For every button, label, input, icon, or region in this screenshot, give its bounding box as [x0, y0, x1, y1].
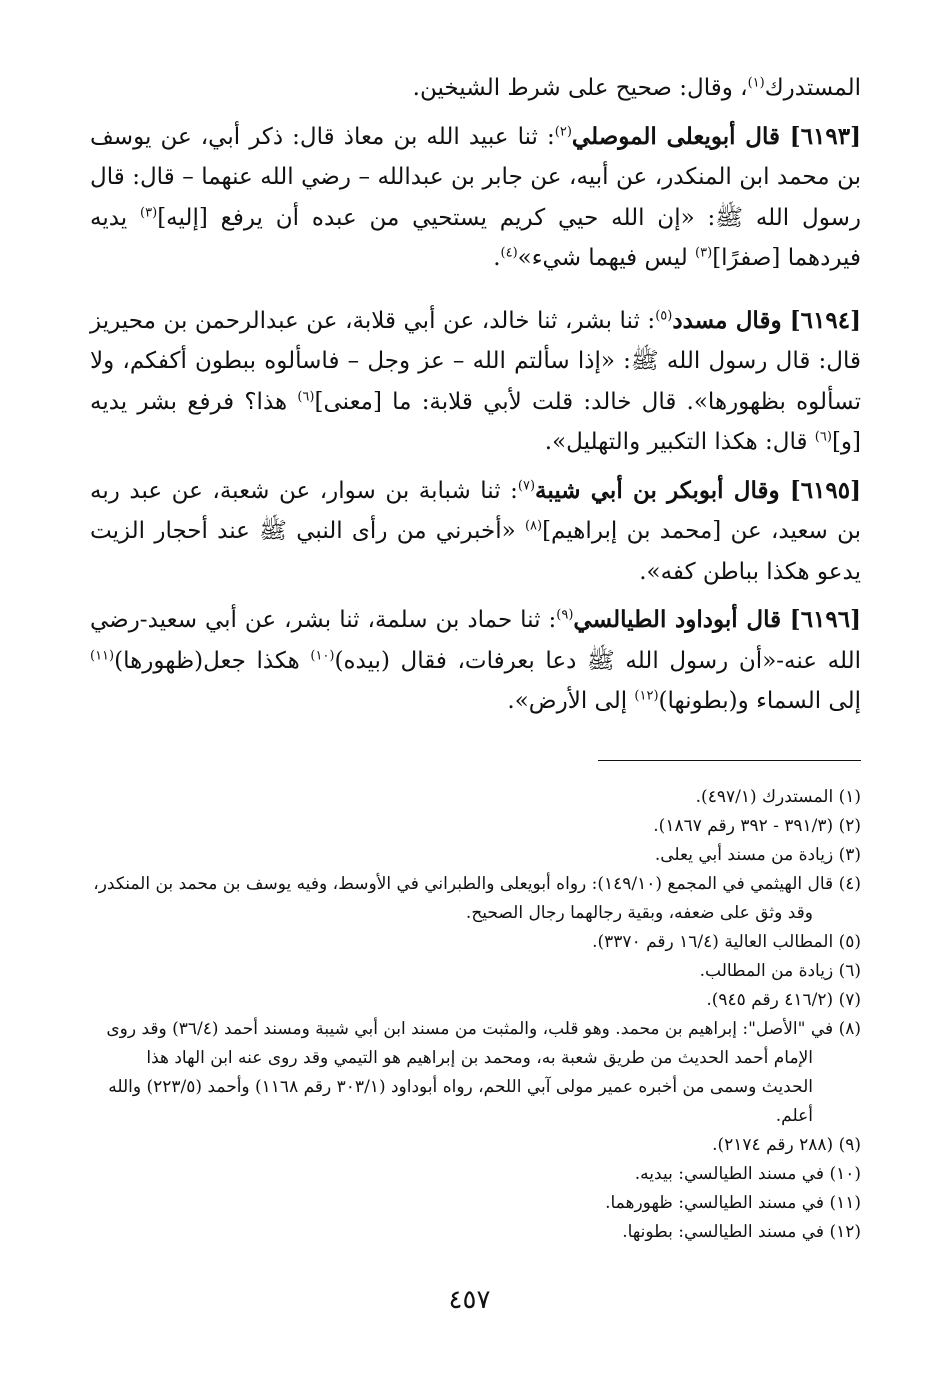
text-run: . [493, 245, 501, 271]
hadith-heading: [٦١٩٥] وقال أبوبكر بن أبي شيبة [535, 476, 862, 504]
footnote-5: (٥) المطالب العالية (١٦/٤ رقم ٣٣٧٠). [592, 932, 861, 952]
hadith-6193 [90, 117, 861, 279]
text-run: هذا؟ فرفع بشر يديه [و] [90, 388, 861, 455]
hadith-6196 [90, 600, 861, 722]
footnote-ref: (٢) [554, 123, 572, 139]
footnote-divider [598, 760, 861, 761]
footnote-4: (٤) قال الهيثمي في المجمع (١٤٩/١٠): رواه أبويعلى والطبراني في الأوسط، وفيه يوسف بن محمد بن المنكدر، وقد وثق على ضعفه، وبقية رجالهما رجال الصحيح. [93, 874, 861, 923]
footnote-6: (٦) زيادة من المطالب. [699, 961, 861, 981]
footnote-10: (١٠) في مسند الطيالسي: بيديه. [634, 1164, 861, 1184]
hadith-heading: [٦١٩٣] قال أبويعلى الموصلي [571, 122, 861, 150]
hadith-6194 [90, 301, 861, 463]
footnote-ref: (١٠) [310, 647, 335, 663]
footnote-11: (١١) في مسند الطيالسي: ظهورهما. [605, 1193, 861, 1213]
footnote-ref: (٣) [140, 204, 158, 220]
text-run: ، وقال: صحيح على شرط الشيخين. [412, 75, 748, 101]
footnote-ref: (٨) [524, 518, 543, 534]
text-run: المستدرك [764, 75, 861, 101]
footnote-2: (٢) (٣٩١/٣ - ٣٩٢ رقم ١٨٦٧). [653, 816, 861, 836]
hadith-heading: [٦١٩٦] قال أبوداود الطيالسي [573, 606, 861, 633]
footnote-9: (٩) (٢٨٨ رقم ٢١٧٤). [712, 1135, 861, 1155]
footnote-ref: (١١) [90, 647, 115, 663]
hadith-6195 [90, 471, 861, 593]
footnote-12: (١٢) في مسند الطيالسي: بطونها. [622, 1222, 861, 1242]
main-text [90, 68, 861, 722]
footnote-ref: (٦) [297, 388, 315, 404]
text-run: قال: هكذا التكبير والتهليل». [544, 429, 815, 455]
hadith-heading: [٦١٩٤] وقال مسدد [672, 306, 861, 334]
text-run: : ثنا عبيد الله بن معاذ قال: ذكر أبي، عن يوسف بن محمد ابن المنكدر، عن أبيه، عن جابر بن عبدالله – رضي الله عنهما – قال: قال رسول الله ﷺ: «إن الله حيي كريم يستحيي من عبده أن يرفع [إليه] [90, 123, 861, 231]
footnote-7: (٧) (٤١٦/٢ رقم ٩٤٥). [706, 990, 861, 1010]
page-number: ٤٥٧ [448, 1285, 491, 1315]
footnote-ref: (٦) [814, 429, 832, 445]
footnotes [90, 783, 861, 1247]
text-run: : ثنا بشر، ثنا خالد، عن أبي قلابة، عن عبدالرحمن بن محيريز قال: قال رسول الله ﷺ: «إذا سألتم الله – عز وجل – فاسألوه ببطون أكفكم، ولا تسألوه بظهورها». قال خالد: قلت لأبي قلابة: ما [معنى] [90, 307, 861, 415]
text-run: : ثنا حماد بن سلمة، ثنا بشر، عن أبي سعيد-رضي الله عنه-«أن رسول الله ﷺ دعا بعرفات، فقال (بيده) [90, 607, 861, 674]
footnote-ref: (٧) [517, 477, 536, 493]
text-run: إلى الأرض». [507, 688, 635, 714]
footnote-ref: (١٢) [634, 688, 659, 704]
text-run: يديه فيردهما [صفرًا] [90, 204, 861, 271]
text-run: هكذا جعل(ظهورها) [114, 647, 311, 674]
paragraph-continuation [90, 68, 861, 109]
text-run: ليس فيهما شيء» [517, 245, 696, 271]
footnote-ref: (٩) [556, 607, 574, 623]
footnote-ref: (١) [747, 75, 765, 91]
text-run: «أخبرني من رأى النبي ﷺ عند أحجار الزيت يدعو هكذا بباطن كفه». [90, 518, 861, 585]
text-run: : ثنا شبابة بن سوار، عن شعبة، عن عبد ربه بن سعيد، عن [محمد بن إبراهيم] [90, 477, 861, 544]
footnote-ref: (٣) [695, 245, 713, 261]
footnote-8: (٨) في "الأصل": إبراهيم بن محمد. وهو قلب، والمثبت من مسند ابن أبي شيبة ومسند أحمد (٣٦/٤) وقد روى الإمام أحمد الحديث من طريق شعبة به، ومحمد بن إبراهيم هو التيمي وقد روى عنه ابن الهاد هذا الحديث وسمى من أخبره عمير مولى آبي اللحم، رواه أبوداود (٣٠٣/١ رقم ١١٦٨) وأحمد (٢٢٣/٥) والله أعلم. [106, 1019, 861, 1126]
footnote-ref: (٤) [500, 245, 518, 261]
text-run: إلى السماء و(بطونها) [658, 688, 861, 714]
footnote-3: (٣) زيادة من مسند أبي يعلى. [654, 845, 861, 865]
footnote-ref: (٥) [655, 307, 673, 323]
footnote-1: (١) المستدرك (٤٩٧/١). [695, 787, 861, 807]
